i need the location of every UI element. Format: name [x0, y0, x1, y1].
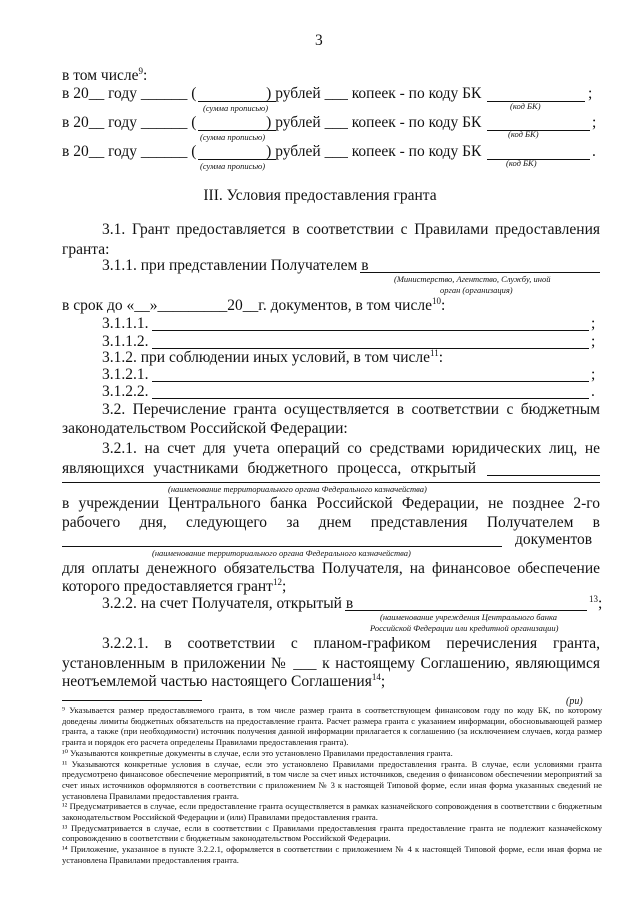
item-3121-end: ;	[591, 366, 596, 383]
p3221-line3: неотъемлемой частью настоящего Соглашения$^{14}$;	[62, 671, 386, 690]
footnote-9: ⁹ Указывается размер предоставляемого гранта, в том числе размер гранта в соответствующем финансовом году по коду БК, по которому доведены лимиты бюджетных обязательств на предоставление гранта. Расчет размера гранта с указанием информации, обосновывающей размер гранта, а также (при необходимости) источник получения данной информации прилагается к соглашению (за исключением случаев, когда размер гранта и порядок его расчета определены Правилами предоставления гранта).	[62, 705, 602, 748]
p321-line6: для оплаты денежного обязательства Получателя, на финансовое обеспечение	[62, 560, 600, 577]
treasury-caption-2: (наименование территориального органа Федерального казначейства)	[152, 548, 411, 558]
item-3112: 3.1.1.2.	[102, 333, 149, 350]
p32-line2: законодательством Российской Федерации:	[62, 420, 348, 437]
bk-caption-1: (код БК)	[510, 101, 541, 111]
footnotes	[62, 705, 602, 866]
p321-line1: 3.2.1. на счет для учета операций со средствами юридических лиц, не	[102, 440, 600, 457]
p321-documents: документов	[515, 531, 593, 548]
footnote-12: ¹² Предусматривается в случае, если предоставление гранта осуществляется в рамках казначейского сопровождения в соответствии с бюджетным законодательством Российской Федерации и (или) Правилами предоставления гранта.	[62, 801, 602, 823]
row2-end: ;	[592, 114, 597, 131]
deadline-text: в срок до «__»_________20__г. документов, в том числе$^{10}$:	[62, 295, 446, 314]
p321-line4: рабочего дня, следующего за днем представления Получателем в	[62, 514, 600, 531]
year-row-3: в 20__ году ______ ( ) рублей ___ копеек - по коду БК	[62, 143, 482, 160]
p321-line3: в учреждении Центрального банка Российской Федерации, не позднее 2-го	[62, 495, 600, 512]
treasury-caption-1: (наименование территориального органа Федерального казначейства)	[168, 484, 427, 494]
handwritten-mark: (pu)	[566, 696, 583, 707]
sum-caption-3: (сумма прописью)	[200, 161, 266, 171]
bk-caption-2: (код БК)	[508, 129, 539, 139]
ministry-caption-2: орган (организация)	[440, 285, 513, 295]
footnote-10: ¹⁰ Указываются конкретные документы в случае, если это установлено Правилами предоставления гранта.	[62, 747, 453, 758]
p312-text: 3.1.2. при соблюдении иных условий, в том числе$^{11}$:	[102, 347, 444, 366]
cb-caption-2: Российской Федерации или кредитной организации)	[370, 623, 559, 633]
row1-end: ;	[588, 85, 593, 102]
item-3111-end: ;	[591, 315, 596, 332]
sum-caption-2: (сумма прописью)	[200, 132, 266, 142]
ministry-caption-1: (Министерство, Агентство, Службу, иной	[394, 274, 551, 284]
p31-line1: 3.1. Грант предоставляется в соответствии с Правилами предоставления	[102, 221, 600, 238]
year-row-2: в 20__ году ______ ( ) рублей ___ копеек - по коду БК	[62, 114, 482, 131]
footnote-14: ¹⁴ Приложение, указанное в пункте 3.2.2.1, оформляется в соответствии с приложением № 4 к настоящей Типовой форме, если иная форма не установлена Правилами предоставления гранта.	[62, 844, 602, 865]
p3221-line2: установленным в приложении № ___ к настоящему Соглашению, являющимся	[62, 655, 600, 672]
p31-line2: гранта:	[62, 241, 110, 258]
p322-text: 3.2.2. на счет Получателя, открытый в	[102, 595, 354, 612]
section-3-title: III. Условия предоставления гранта	[203, 187, 437, 204]
item-3122: 3.1.2.2.	[102, 383, 149, 400]
row3-end: .	[592, 143, 596, 160]
item-3112-end: ;	[591, 333, 596, 350]
year-row-1: в 20__ году ______ ( ) рублей ___ копеек - по коду БК	[62, 85, 482, 102]
bk-caption-3: (код БК)	[506, 158, 537, 168]
p32-line1: 3.2. Перечисление гранта осуществляется в соответствии с бюджетным	[102, 401, 600, 418]
footnote-13: ¹³ Предусматривается в случае, если в соответствии с Правилами предоставления гранта предоставление гранта не подлежит казначейскому сопровождению в соответствии с бюджетным законодательством Российской Федерации.	[62, 822, 602, 844]
in-total-label: в том числе$^9$:	[62, 65, 148, 84]
item-3111: 3.1.1.1.	[102, 315, 149, 332]
cb-caption-1: (наименование учреждения Центрального банка	[380, 612, 557, 622]
footnote-11: ¹¹ Указываются конкретные условия в случае, если это установлено Правилами предоставления гранта. В случае, если условиями гранта предусмотрено финансовое обеспечение мероприятий, в том числе за счет иных источников, сведения о финансовом обеспечении мероприятий за счет иных источников оформляются в соответствии с приложением № 3 к настоящей Типовой форме, если иная форма указанных сведений не установлена Правилами предоставления гранта.	[62, 758, 602, 801]
p322-end: $^{13}$;	[589, 593, 603, 612]
sum-caption-1: (сумма прописью)	[203, 103, 269, 113]
item-3122-end: .	[591, 383, 595, 400]
p321-line2: являющихся участниками бюджетного процесса, открытый	[62, 460, 476, 477]
page-number: 3	[315, 32, 323, 49]
p321-line7: которого предоставляется грант$^{12}$;	[62, 576, 287, 595]
p3221-line1: 3.2.2.1. в соответствии с планом-графиком перечисления гранта,	[102, 635, 600, 652]
item-3121: 3.1.2.1.	[102, 366, 149, 383]
p311-text: 3.1.1. при представлении Получателем в	[102, 257, 369, 274]
